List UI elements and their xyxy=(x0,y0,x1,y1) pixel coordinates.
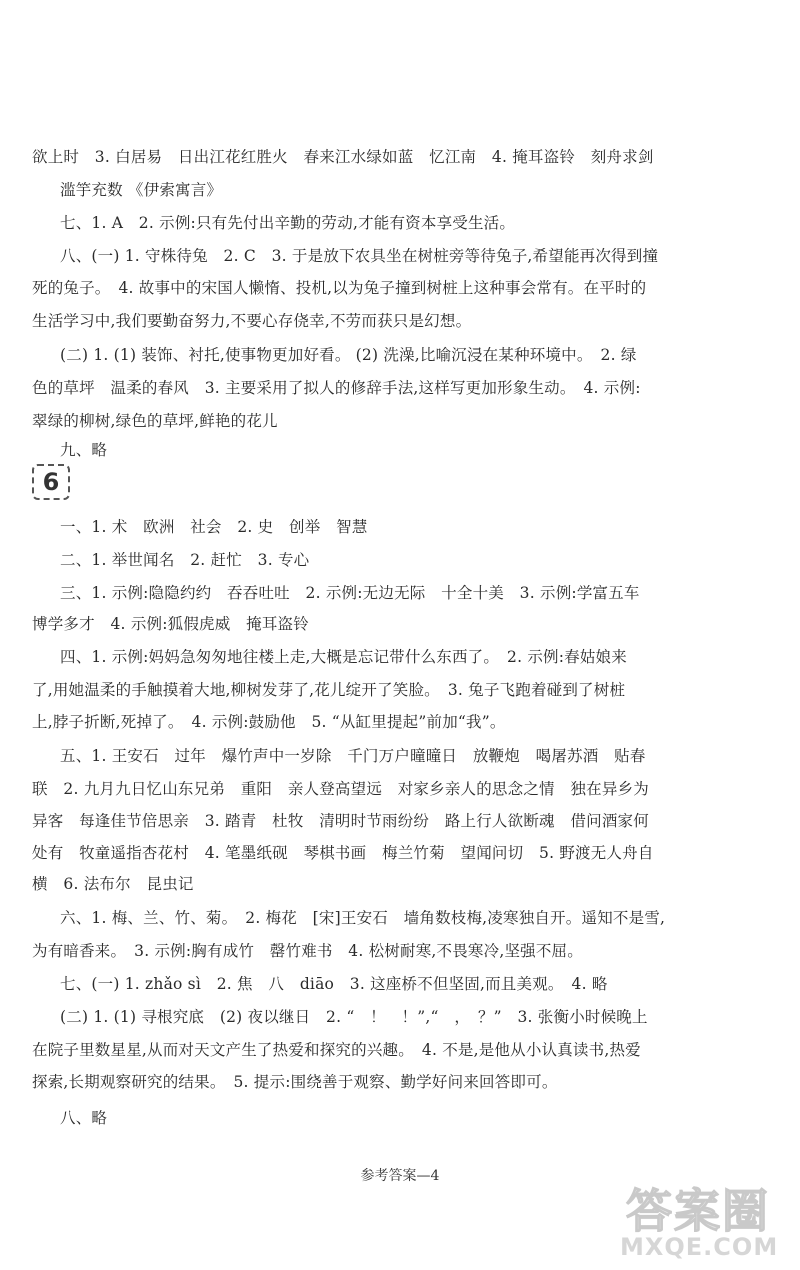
answer-line: 上,脖子折断,死掉了。 4. 示例:鼓励他 5. “从缸里提起”前加“我”。 xyxy=(32,713,506,731)
section-number-badge: 6 xyxy=(32,464,70,500)
answer-line: 联 2. 九月九日忆山东兄弟 重阳 亲人登高望远 对家乡亲人的思念之情 独在异乡为 xyxy=(32,780,649,798)
answer-line: 欲上时 3. 白居易 日出江花红胜火 春来江水绿如蓝 忆江南 4. 掩耳盗铃 刻舟求剑 xyxy=(32,148,654,166)
answer-line: 了,用她温柔的手触摸着大地,柳树发芽了,花儿绽开了笑脸。 3. 兔子飞跑着碰到了树桩 xyxy=(32,681,626,699)
answer-line: 在院子里数星星,从而对天文产生了热爱和探究的兴趣。 4. 不是,是他从小认真读书,热爱 xyxy=(32,1041,641,1059)
answer-line: 为有暗香来。 3. 示例:胸有成竹 罄竹难书 4. 松树耐寒,不畏寒冷,坚强不屈。 xyxy=(32,942,583,960)
answer-line: (二) 1. (1) 装饰、衬托,使事物更加好看。 (2) 洗澡,比喻沉浸在某种环境中。 2. 绿 xyxy=(60,346,637,364)
answer-line: (二) 1. (1) 寻根究底 (2) 夜以继日 2. “ ！ ！”,“ ， ？” 3. 张衡小时候晚上 xyxy=(60,1008,648,1026)
answer-line: 三、1. 示例:隐隐约约 吞吞吐吐 2. 示例:无边无际 十全十美 3. 示例:学富五车 xyxy=(60,584,640,602)
answer-line: 探索,长期观察研究的结果。 5. 提示:围绕善于观察、勤学好问来回答即可。 xyxy=(32,1073,558,1091)
answer-line: 色的草坪 温柔的春风 3. 主要采用了拟人的修辞手法,这样写更加形象生动。 4. 示例: xyxy=(32,379,641,397)
answer-line: 滥竽充数 《伊索寓言》 xyxy=(60,181,223,199)
answer-line: 四、1. 示例:妈妈急匆匆地往楼上走,大概是忘记带什么东西了。 2. 示例:春姑娘来 xyxy=(60,648,627,666)
watermark xyxy=(600,1175,790,1265)
answer-line: 处有 牧童遥指杏花村 4. 笔墨纸砚 琴棋书画 梅兰竹菊 望闻问切 5. 野渡无人舟自 xyxy=(32,844,654,862)
answer-line: 死的兔子。 4. 故事中的宋国人懒惰、投机,以为兔子撞到树桩上这种事会常有。在平时的 xyxy=(32,279,647,297)
answer-line: 一、1. 术 欧洲 社会 2. 史 创举 智慧 xyxy=(60,518,368,536)
page-footer: 参考答案—4 xyxy=(360,1168,440,1184)
answer-line: 五、1. 王安石 过年 爆竹声中一岁除 千门万户曈曈日 放鞭炮 喝屠苏酒 贴春 xyxy=(60,747,646,765)
answer-line: 七、1. A 2. 示例:只有先付出辛勤的劳动,才能有资本享受生活。 xyxy=(60,214,516,232)
answer-line: 横 6. 法布尔 昆虫记 xyxy=(32,875,194,893)
answer-line: 八、(一) 1. 守株待兔 2. C 3. 于是放下农具坐在树桩旁等待兔子,希望能再次得到撞 xyxy=(60,247,659,265)
watermark-text: 答案圈 xyxy=(626,1184,770,1238)
answer-line: 生活学习中,我们要勤奋努力,不要心存侥幸,不劳而获只是幻想。 xyxy=(32,312,472,330)
watermark-url: MXQE.COM xyxy=(620,1233,779,1261)
answer-line: 异客 每逢佳节倍思亲 3. 踏青 杜牧 清明时节雨纷纷 路上行人欲断魂 借问酒家何 xyxy=(32,812,649,830)
answer-line: 博学多才 4. 示例:狐假虎威 掩耳盗铃 xyxy=(32,615,309,633)
answer-line: 七、(一) 1. zhǎo sì 2. 焦 八 diāo 3. 这座桥不但坚固,而且美观。 4. 略 xyxy=(60,975,608,993)
answer-line: 六、1. 梅、兰、竹、菊。 2. 梅花 [宋]王安石 墙角数枝梅,凌寒独自开。遥知不是雪, xyxy=(60,909,666,927)
answer-line: 八、略 xyxy=(60,1109,108,1127)
answer-line: 九、略 xyxy=(60,441,108,459)
answer-line: 翠绿的柳树,绿色的草坪,鲜艳的花儿 xyxy=(32,412,278,430)
answer-line: 二、1. 举世闻名 2. 赶忙 3. 专心 xyxy=(60,551,310,569)
